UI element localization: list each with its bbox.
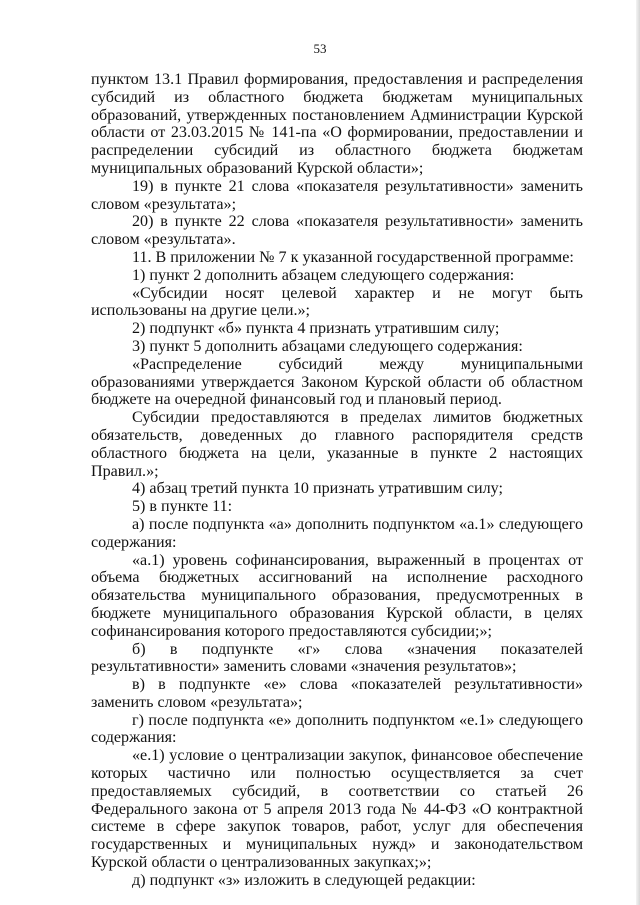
paragraph: 4) абзац третий пункта 10 признать утратившим силу;	[132, 480, 503, 498]
paragraph: Субсидии предоставляются в пределах лимитов бюджетных обязательств, доведенных до главного распорядителя средств областного бюджета на цели, указанные в пункте 2 настоящих Правил.»;	[91, 409, 583, 480]
paragraph: 2) подпункт «б» пункта 4 признать утратившим силу;	[132, 320, 500, 338]
page-number: 53	[313, 41, 327, 56]
scan-edge-divider	[636, 0, 640, 905]
paragraph: «а.1) уровень софинансирования, выраженный в процентах от объема бюджетных ассигнований на исполнение расходного обязательства муниципального образования, предусмотренных в бюджете муниципального образования Курской области, в целях софинансирования которого предоставляются субсидии;»;	[91, 551, 583, 640]
paragraph: а) после подпункта «а» дополнить подпунктом «а.1» следующего содержания:	[91, 515, 583, 551]
paragraph: 11. В приложении № 7 к указанной государственной программе:	[132, 248, 574, 266]
paragraph: «Распределение субсидий между муниципальными образованиями утверждается Законом Курской области об областном бюджете на очередной финансовый год и плановый период.	[91, 355, 583, 409]
paragraph: 3) пункт 5 дополнить абзацами следующего содержания:	[132, 337, 523, 355]
paragraph: «е.1) условие о централизации закупок, финансовое обеспечение которых частично или полностью осуществляется за счет предоставляемых субсидий, в соответствии со статьей 26 Федерального закона от 5 апреля 2013 года № 44-ФЗ «О контрактной системе в сфере закупок товаров, работ, услуг для обеспечения государственных и муниципальных нужд» и законодательством Курской области о централизованных закупках;»;	[91, 747, 583, 872]
document-body	[91, 71, 583, 890]
paragraph: пунктом 13.1 Правил формирования, предоставления и распределения субсидий из областного бюджета бюджетам муниципальных образований, утвержденных постановлением Администрации Курской области от 23.03.2015 № 141-па «О формировании, предоставлении и распределении субсидий из областного бюджета бюджетам муниципальных образований Курской области»;	[91, 71, 583, 177]
paragraph: 5) в пункте 11:	[132, 498, 233, 516]
paragraph: б) в подпункте «г» слова «значения показателей результативности» заменить словами «значения результатов»;	[91, 640, 583, 676]
paragraph: 19) в пункте 21 слова «показателя результативности» заменить словом «результата»;	[91, 177, 583, 213]
paragraph: 1) пункт 2 дополнить абзацем следующего содержания:	[132, 266, 515, 284]
paragraph: в) в подпункте «е» слова «показателей результативности» заменить словом «результата»;	[91, 676, 583, 711]
paragraph: 20) в пункте 22 слова «показателя результативности» заменить словом «результата».	[91, 213, 583, 249]
paragraph: «Субсидии носят целевой характер и не могут быть использованы на другие цели.»;	[91, 284, 583, 320]
paragraph: г) после подпункта «е» дополнить подпунктом «е.1» следующего содержания:	[91, 711, 583, 747]
paragraph: д) подпункт «з» изложить в следующей редакции:	[132, 871, 476, 889]
